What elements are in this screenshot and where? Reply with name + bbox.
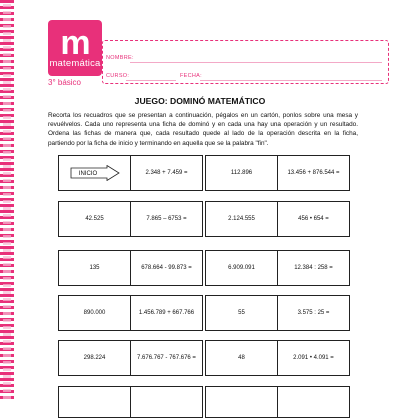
domino-piece[interactable]	[205, 340, 350, 376]
domino-result: 890.000	[83, 310, 106, 316]
domino-operation: 3.575 : 25 =	[277, 296, 349, 330]
domino-piece[interactable]	[205, 201, 350, 237]
logo-word: matemática	[49, 57, 101, 69]
domino-piece[interactable]	[205, 295, 350, 331]
right-arrow-icon	[70, 165, 120, 181]
domino-piece[interactable]	[58, 155, 203, 191]
domino-piece[interactable]	[58, 201, 203, 237]
name-label: NOMBRE:	[106, 55, 134, 61]
domino-operation: 456 • 654 =	[277, 202, 349, 236]
domino-operation: 2.348 + 7.459 =	[130, 156, 202, 190]
worksheet-title: JUEGO: DOMINÓ MATEMÁTICO	[134, 96, 266, 106]
domino-result: 55	[238, 310, 245, 316]
domino-result: 135	[89, 265, 100, 271]
domino-operation: 7.676.767 - 767.676 =	[130, 341, 202, 375]
domino-operation	[130, 387, 202, 417]
grade-label: 3° básico	[48, 78, 81, 87]
domino-result	[206, 387, 277, 417]
domino-result: 2.124.555	[228, 216, 255, 222]
domino-piece[interactable]	[58, 295, 203, 331]
domino-operation	[277, 387, 349, 417]
domino-result: 42.525	[85, 216, 104, 222]
name-field[interactable]	[130, 62, 382, 63]
domino-result: 112.896	[230, 170, 253, 176]
domino-start-cell	[59, 156, 130, 190]
date-label: FECHA:	[180, 73, 202, 79]
subject-logo	[48, 20, 102, 76]
domino-piece[interactable]	[205, 155, 350, 191]
domino-piece[interactable]	[205, 250, 350, 286]
course-label: CURSO:	[106, 73, 130, 79]
domino-piece[interactable]	[58, 340, 203, 376]
course-field[interactable]	[126, 80, 176, 81]
domino-result: 6.909.091	[228, 265, 255, 271]
domino-operation: 1.456.789 + 667.766	[130, 296, 202, 330]
date-field[interactable]	[200, 80, 382, 81]
domino-operation: 678.664 - 99.873 =	[130, 251, 202, 285]
domino-piece-partial[interactable]	[205, 386, 350, 418]
domino-operation: 12.384 : 258 =	[277, 251, 349, 285]
domino-operation: 2.091 • 4.091 =	[277, 341, 349, 375]
start-label: INICIO	[78, 171, 97, 178]
binding-holes	[3, 0, 11, 400]
domino-result: 298.224	[83, 355, 106, 361]
domino-operation: 13.456 + 876.544 =	[277, 156, 349, 190]
domino-piece-partial[interactable]	[58, 386, 203, 418]
domino-operation: 7.865 – 6753 =	[130, 202, 202, 236]
logo-letter: m	[60, 23, 90, 62]
domino-piece[interactable]	[58, 250, 203, 286]
instructions-paragraph: Recorta los recuadros que se presentan a continuación, pégalos en un cartón, ponlos sobre una mesa y revuélvelos. Cada uno representa una ficha de dominó y en cada una hay una operación y un resultado. Ordena las fichas de manera que, cada resultado quede al lado de la operación descrita en la ficha, partiendo por la ficha de inicio y terminando en aquella que se la palabra "fin".	[48, 112, 358, 147]
domino-result: 48	[238, 355, 245, 361]
domino-result	[59, 387, 130, 417]
